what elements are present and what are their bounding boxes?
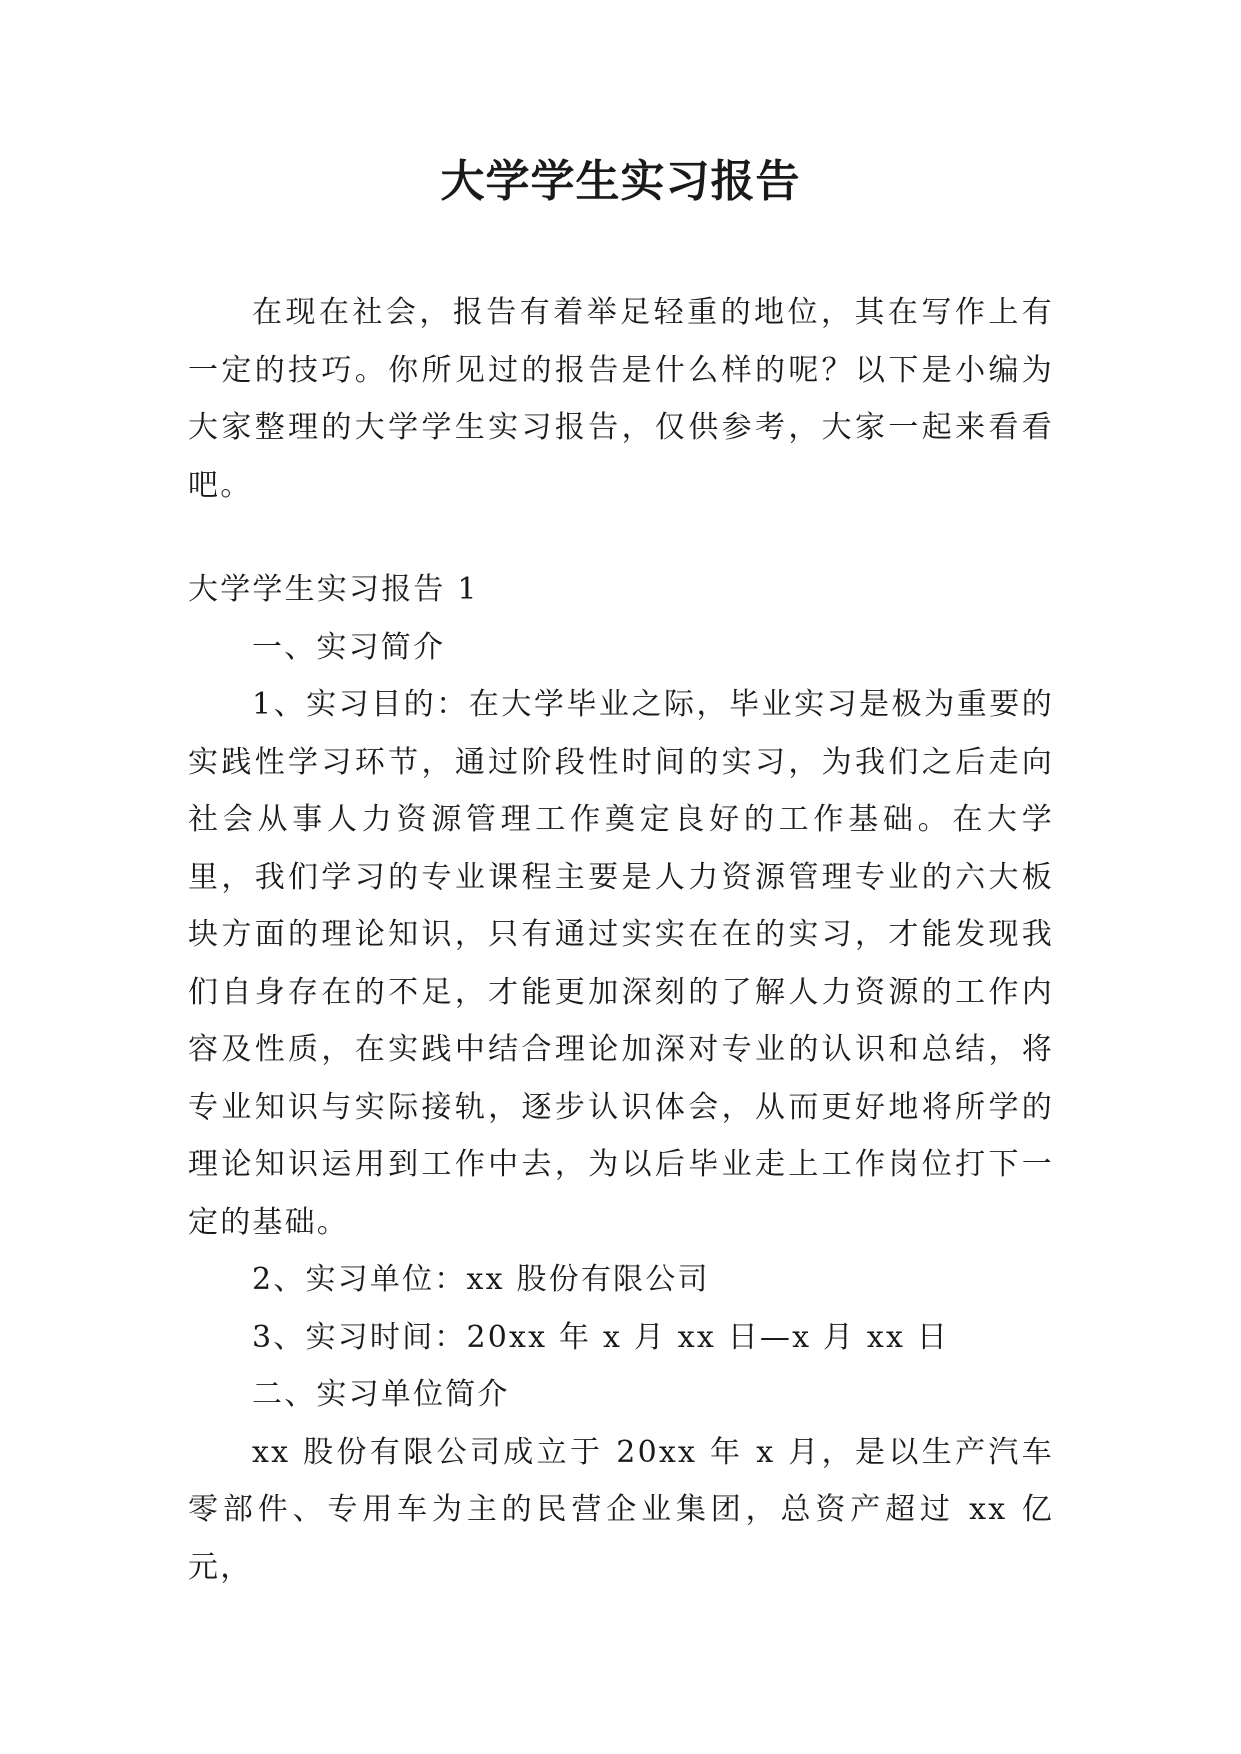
document-body xyxy=(188,284,1054,1596)
document-title: 大学学生实习报告 xyxy=(440,156,801,207)
paragraph-internship-time: 3、实习时间：20xx 年 x 月 xx 日—x 月 xx 日 xyxy=(252,1319,950,1355)
heading-internship-overview: 一、实习简介 xyxy=(252,629,446,665)
paragraph-internship-unit: 2、实习单位：xx 股份有限公司 xyxy=(252,1262,710,1297)
paragraph-gap xyxy=(188,514,1054,561)
paragraph-company-intro: xx 股份有限公司成立于 20xx 年 x 月，是以生产汽车零部件、专用车为主的民营企业集团，总资产超过 xx 亿元， xyxy=(188,1434,1054,1585)
intro-paragraph: 在现在社会，报告有着举足轻重的地位，其在写作上有一定的技巧。你所见过的报告是什么样的呢？以下是小编为大家整理的大学学生实习报告，仅供参考，大家一起来看看吧。 xyxy=(188,295,1054,503)
heading-unit-overview: 二、实习单位简介 xyxy=(252,1377,510,1412)
section-title: 大学学生实习报告 1 xyxy=(188,572,479,607)
paragraph-internship-purpose: 1、实习目的：在大学毕业之际，毕业实习是极为重要的实践性学习环节，通过阶段性时间的实习，为我们之后走向社会从事人力资源管理工作奠定良好的工作基础。在大学里，我们学习的专业课程主要是人力资源管理专业的六大板块方面的理论知识，只有通过实实在在的实习，才能发现我们自身存在的不足，才能更加深刻的了解人力资源的工作内容及性质，在实践中结合理论加深对专业的认识和总结，将专业知识与实际接轨，逐步认识体会，从而更好地将所学的理论知识运用到工作中去，为以后毕业走上工作岗位打下一定的基础。 xyxy=(188,687,1054,1240)
